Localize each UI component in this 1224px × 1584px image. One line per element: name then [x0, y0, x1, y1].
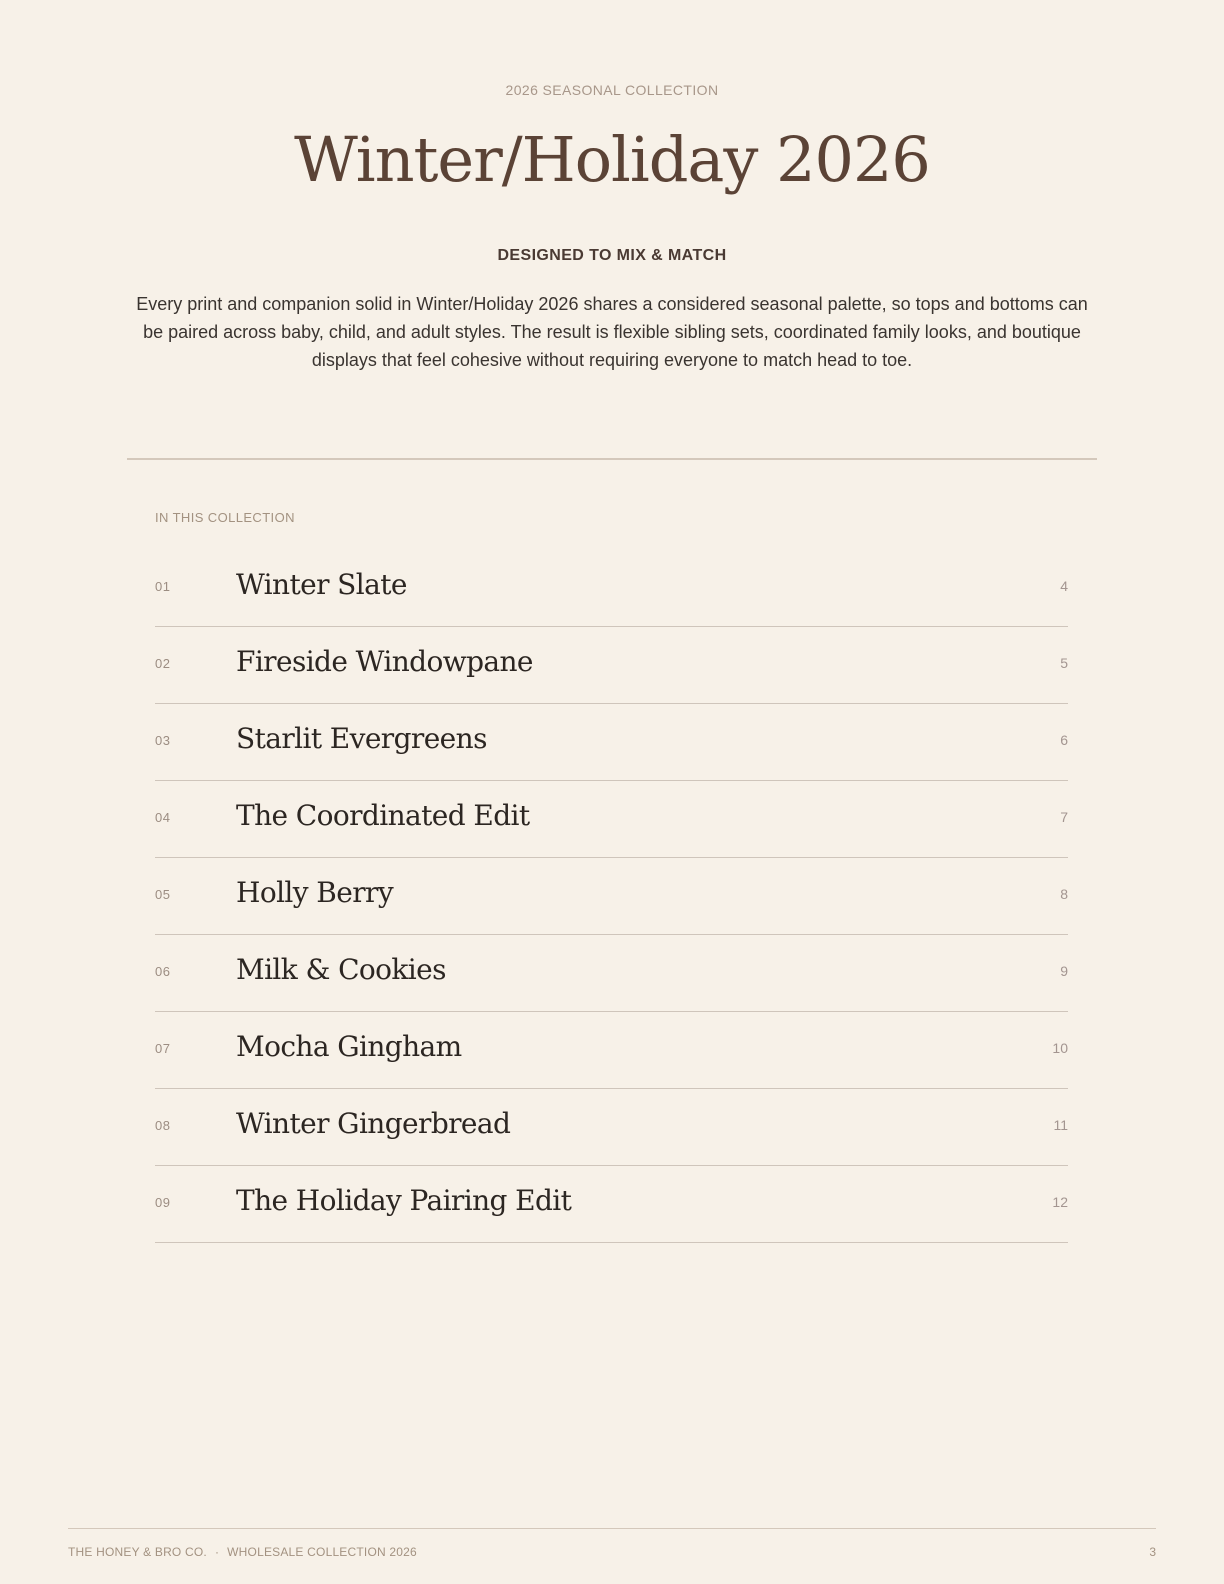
toc-item-number: 03: [155, 733, 171, 748]
toc-item-page: 9: [1060, 963, 1068, 979]
toc-item-fireside-windowpane[interactable]: [155, 627, 1068, 704]
toc-item-page: 11: [1053, 1117, 1068, 1133]
collection-eyebrow: 2026 SEASONAL COLLECTION: [505, 82, 719, 98]
contents-label: IN THIS COLLECTION: [155, 510, 295, 525]
toc-item-title: Starlit Evergreens: [236, 722, 487, 755]
toc-item-page: 8: [1060, 886, 1068, 902]
footer-separator: ·: [214, 1545, 220, 1559]
intro-paragraph: Every print and companion solid in Winter/Holiday 2026 shares a considered seasonal palette, so tops and bottoms can be paired across baby, child, and adult styles. The result is flexible sibling sets, coordinated family looks, and boutique displays that feel cohesive without requiring everyone to match head to toe.: [136, 294, 1088, 370]
footer-collection: WHOLESALE COLLECTION 2026: [227, 1545, 417, 1559]
toc-item-the-holiday-pairing-edit[interactable]: [155, 1166, 1068, 1243]
toc-item-title: Mocha Gingham: [236, 1030, 462, 1063]
toc-item-page: 6: [1060, 732, 1068, 748]
toc-item-title: Winter Slate: [236, 568, 407, 601]
toc-item-title: The Coordinated Edit: [236, 799, 530, 832]
toc-item-page: 12: [1052, 1194, 1068, 1210]
toc-item-page: 4: [1060, 578, 1068, 594]
toc-item-title: Fireside Windowpane: [236, 645, 533, 678]
toc-item-title: Milk & Cookies: [236, 953, 446, 986]
toc-item-number: 04: [155, 810, 171, 825]
toc-item-the-coordinated-edit[interactable]: [155, 781, 1068, 858]
footer-brand: THE HONEY & BRO CO.: [68, 1545, 207, 1559]
table-of-contents: [155, 550, 1068, 1243]
toc-item-number: 01: [155, 579, 171, 594]
footer-divider: [68, 1528, 1156, 1529]
toc-item-number: 02: [155, 656, 171, 671]
toc-item-page: 10: [1052, 1040, 1068, 1056]
toc-item-page: 5: [1060, 655, 1068, 671]
toc-item-number: 08: [155, 1118, 171, 1133]
footer-credit: [68, 1545, 417, 1559]
section-subtitle: DESIGNED TO MIX & MATCH: [497, 247, 727, 264]
toc-item-winter-slate[interactable]: [155, 550, 1068, 627]
toc-item-title: The Holiday Pairing Edit: [236, 1184, 572, 1217]
toc-item-number: 09: [155, 1195, 171, 1210]
toc-item-title: Winter Gingerbread: [236, 1107, 511, 1140]
toc-item-number: 06: [155, 964, 171, 979]
page-title: Winter/Holiday 2026: [294, 123, 930, 196]
header-divider: [127, 458, 1097, 460]
toc-item-number: 07: [155, 1041, 171, 1056]
toc-item-mocha-gingham[interactable]: [155, 1012, 1068, 1089]
page-number: 3: [1149, 1545, 1156, 1559]
toc-item-holly-berry[interactable]: [155, 858, 1068, 935]
toc-item-title: Holly Berry: [236, 876, 394, 909]
toc-item-winter-gingerbread[interactable]: [155, 1089, 1068, 1166]
toc-item-page: 7: [1060, 809, 1068, 825]
toc-item-starlit-evergreens[interactable]: [155, 704, 1068, 781]
toc-item-milk-and-cookies[interactable]: [155, 935, 1068, 1012]
toc-item-number: 05: [155, 887, 171, 902]
